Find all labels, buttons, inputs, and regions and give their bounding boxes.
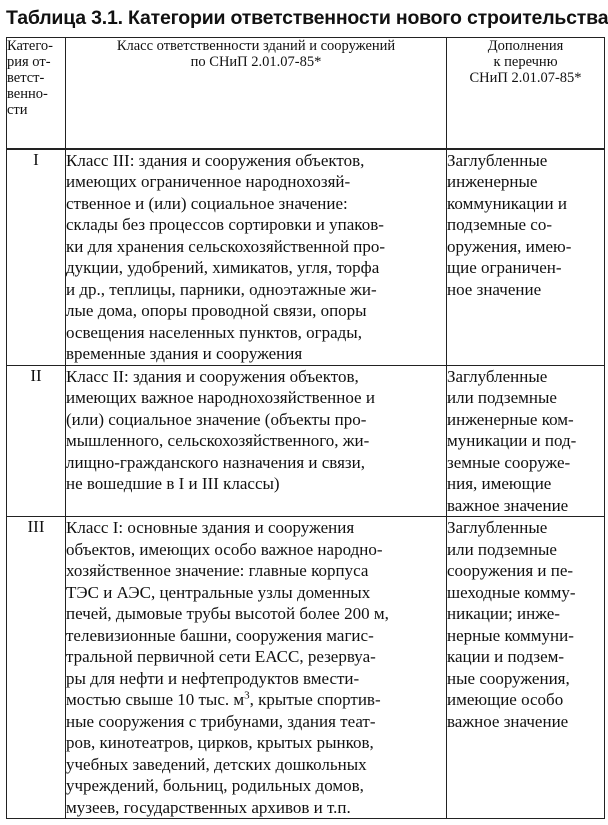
header-class: Класс ответственности зданий и сооружений по СНиП 2.01.07-85* [66, 38, 447, 149]
additions-cell: Заглубленные инженерные коммуникации и подземные со- оружения, имею- щие ограничен- ное значение [447, 149, 605, 366]
superscript-cubic: 3 [244, 689, 250, 702]
category-cell: II [7, 365, 66, 517]
additions-cell: Заглубленные или подземные сооружения и пе- шеходные комму- никации; инже- нерные коммуни- кации и подзем- ные сооружения, имеющие особо важное значение [447, 517, 605, 819]
class-description-cell: Класс II: здания и сооружения объектов, имеющих важное народнохозяйственное и (или) социальное значение (объекты про- мышленного, сельскохозяйственного, жи- лищно-гражданского назначения и связи, не вошедшие в I и III классы) [66, 365, 447, 517]
class-description-cell [66, 517, 447, 819]
table-row [7, 517, 605, 819]
category-cell: I [7, 149, 66, 366]
table-header-row [7, 38, 605, 149]
table-row [7, 365, 605, 517]
header-additions: Дополнения к перечню СНиП 2.01.07-85* [447, 38, 605, 149]
responsibility-categories-table [6, 37, 605, 819]
header-category: Катего- рия от- ветст- венно- сти [7, 38, 66, 149]
class-description-cell: Класс III: здания и сооружения объектов, имеющих ограниченное народнохозяй- ственное и (или) социальное значение: склады без процессов сортировки и упаков- ки для хранения сельскохозяйственной про- дукции, удобрений, химикатов, угля, торфа и др., теплицы, парники, одноэтажные жи- лые дома, опоры проводной связи, опоры освещения населенных пунктов, ограды, временные здания и сооружения [66, 149, 447, 366]
class-text-part: Класс I: основные здания и сооружения объектов, имеющих особо важное народно- хозяйственное значение: главные корпуса ТЭС и АЭС, центральные узлы доменных печей, дымовые трубы высотой более 200 м, телевизионные башни, сооружения магис- тральной первичной сети ЕАСС, резервуа- ры для нефти и нефтепродуктов вмести- мостью свыше 10 тыс. м [66, 518, 389, 709]
table-title: Таблица 3.1. Категории ответственности нового строительства [6, 7, 608, 29]
class-text-part: , крытые спортив- ные сооружения с трибунами, здания теат- ров, кинотеатров, цирков, крытых рынков, учебных заведений, детских дошкольных учреждений, больниц, родильных домов, музеев, государственных архивов и т.п. [66, 690, 381, 817]
category-cell: III [7, 517, 66, 819]
additions-cell: Заглубленные или подземные инженерные ком- муникации и под- земные сооруже- ния, имеющие важное значение [447, 365, 605, 517]
table-row [7, 149, 605, 366]
